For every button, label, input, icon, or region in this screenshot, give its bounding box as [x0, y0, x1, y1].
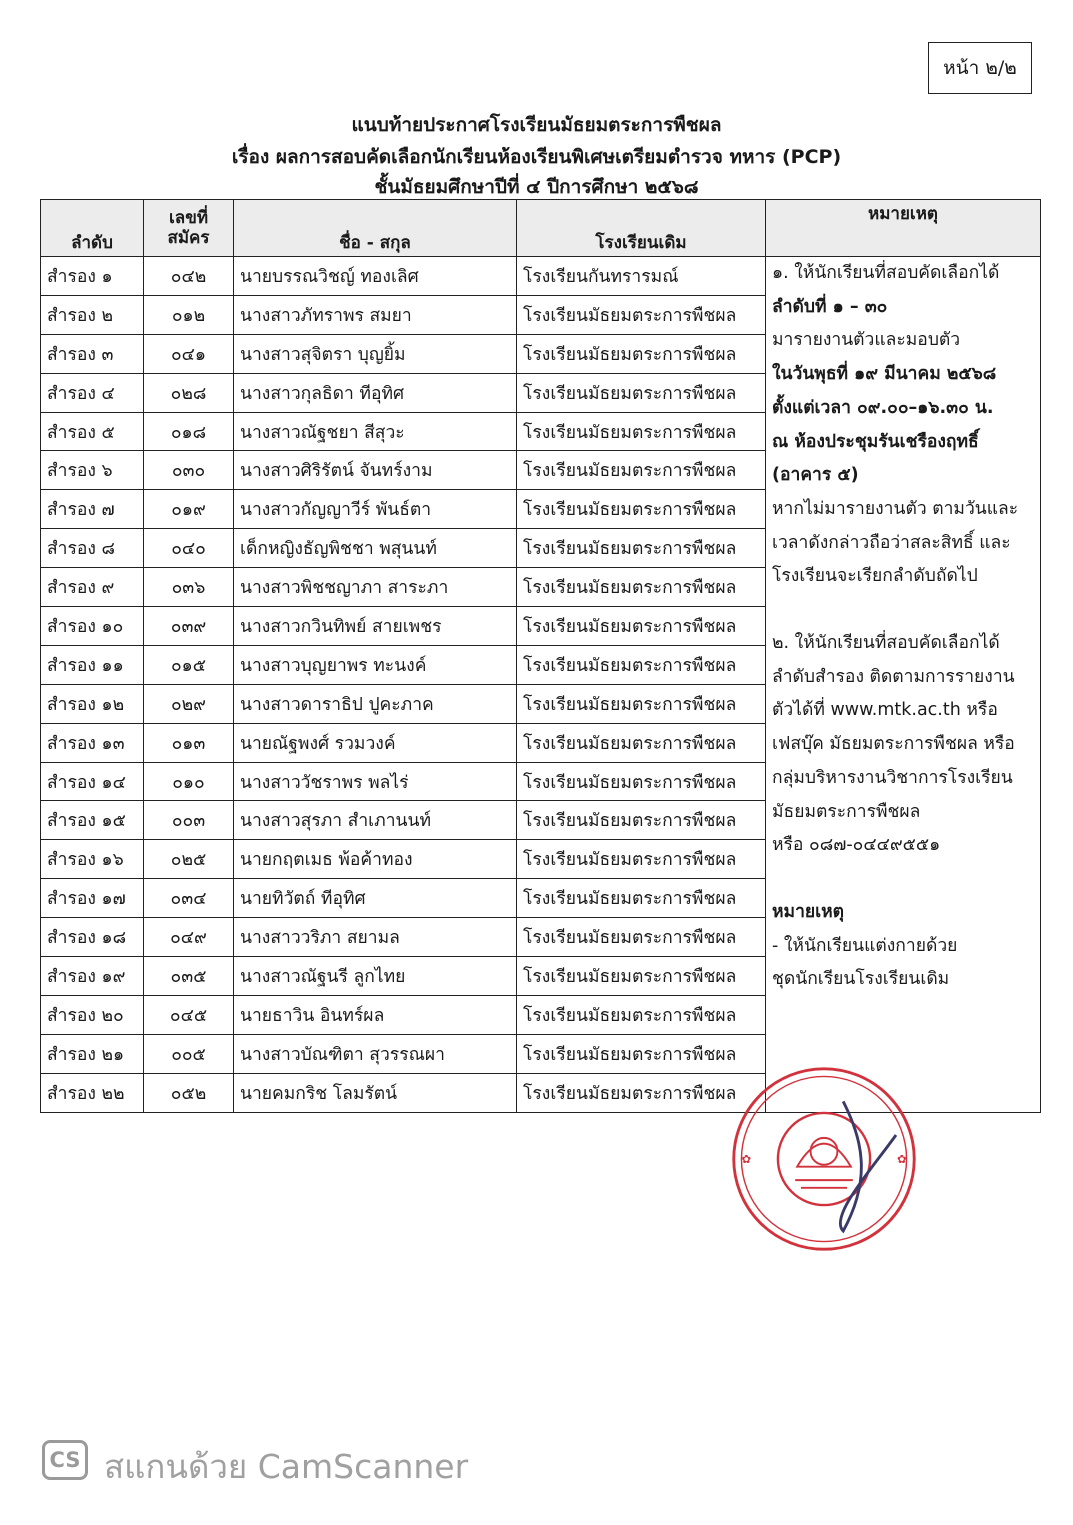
remark-line: หากไม่มารายงานตัว ตามวันและ — [772, 498, 1019, 519]
cell-school: โรงเรียนมัธยมตระการพืชผล — [517, 840, 766, 879]
cell-school: โรงเรียนมัธยมตระการพืชผล — [517, 529, 766, 568]
cell-order: สำรอง ๑๒ — [41, 684, 144, 723]
column-header-school: โรงเรียนเดิม — [517, 200, 766, 257]
remark-line: ตัวได้ที่ www.mtk.ac.th หรือ — [772, 700, 998, 721]
remark-line: ตั้งแต่เวลา ๐๙.๐๐–๑๖.๓๐ น. — [772, 397, 994, 418]
column-header-application-no-line1: เลขที่ — [168, 208, 209, 228]
cell-name: นางสาวศิริรัตน์ จันทร์งาม — [234, 451, 517, 490]
table-row — [41, 257, 1041, 296]
column-header-order: ลำดับ — [41, 200, 144, 257]
cell-order: สำรอง ๑๔ — [41, 762, 144, 801]
remark-line: เวลาดังกล่าวถือว่าสละสิทธิ์ และ — [772, 532, 1011, 553]
cell-order: สำรอง ๑๘ — [41, 918, 144, 957]
cell-school: โรงเรียนมัธยมตระการพืชผล — [517, 684, 766, 723]
school-seal-stamp — [728, 1063, 920, 1255]
remark-line: มารายงานตัวและมอบตัว — [772, 330, 961, 351]
cell-application-no: ๐๑๙ — [144, 490, 234, 529]
cell-application-no: ๐๓๖ — [144, 568, 234, 607]
cell-name: นายคมกริช โลมรัตน์ — [234, 1073, 517, 1112]
cell-school: โรงเรียนมัธยมตระการพืชผล — [517, 723, 766, 762]
cell-school: โรงเรียนมัธยมตระการพืชผล — [517, 762, 766, 801]
cell-order: สำรอง ๑๗ — [41, 879, 144, 918]
cell-order: สำรอง ๑ — [41, 257, 144, 296]
table-body — [41, 257, 1041, 1113]
cell-name: นางสาวภัทราพร สมยา — [234, 295, 517, 334]
cell-application-no: ๐๑๘ — [144, 412, 234, 451]
cell-school: โรงเรียนมัธยมตระการพืชผล — [517, 995, 766, 1034]
cell-school: โรงเรียนมัธยมตระการพืชผล — [517, 957, 766, 996]
camscanner-logo-icon — [42, 1440, 88, 1480]
cell-application-no: ๐๓๔ — [144, 879, 234, 918]
cell-application-no: ๐๒๕ — [144, 840, 234, 879]
cell-order: สำรอง ๑๑ — [41, 645, 144, 684]
cell-school: โรงเรียนมัธยมตระการพืชผล — [517, 1073, 766, 1112]
cell-order: สำรอง ๗ — [41, 490, 144, 529]
remark-line: มัธยมตระการพืชผล — [772, 801, 921, 822]
remark-cell — [766, 257, 1041, 1113]
cell-order: สำรอง ๑๓ — [41, 723, 144, 762]
cell-school: โรงเรียนมัธยมตระการพืชผล — [517, 645, 766, 684]
remark-line: ลำดับสำรอง ติดตามการรายงาน — [772, 666, 1015, 687]
remark-line: ณ ห้องประชุมรันเชรืองฤทธิ์ — [772, 431, 979, 452]
cell-application-no: ๐๔๙ — [144, 918, 234, 957]
cell-school: โรงเรียนมัธยมตระการพืชผล — [517, 373, 766, 412]
cell-school: โรงเรียนมัธยมตระการพืชผล — [517, 1034, 766, 1073]
document-subject: เรื่อง ผลการสอบคัดเลือกนักเรียนห้องเรียนพิเศษเตรียมตำรวจ ทหาร (PCP) — [231, 146, 842, 168]
remark-line: โรงเรียนจะเรียกลำดับถัดไป — [772, 566, 978, 587]
cell-application-no: ๐๒๘ — [144, 373, 234, 412]
column-header-name: ชื่อ - สกุล — [234, 200, 517, 257]
remark-line: - ให้นักเรียนแต่งกายด้วย — [772, 935, 958, 956]
cell-name: นางสาวพิชชญาภา สาระภา — [234, 568, 517, 607]
cell-application-no: ๐๓๙ — [144, 607, 234, 646]
column-header-application-no — [144, 200, 234, 257]
cell-name: นายณัฐพงศ์ รวมวงค์ — [234, 723, 517, 762]
page-number-box — [928, 42, 1032, 94]
camscanner-logo-text: CS — [49, 1448, 81, 1472]
document-level: ชั้นมัธยมศึกษาปีที่ ๔ ปีการศึกษา ๒๕๖๘ — [374, 176, 699, 198]
cell-order: สำรอง ๑๕ — [41, 801, 144, 840]
cell-name: นายบรรณวิชญ์ ทองเลิศ — [234, 257, 517, 296]
cell-school: โรงเรียนมัธยมตระการพืชผล — [517, 801, 766, 840]
cell-name: นายทิวัตถ์ ทีอุทิศ — [234, 879, 517, 918]
cell-application-no: ๐๓๕ — [144, 957, 234, 996]
cell-school: โรงเรียนมัธยมตระการพืชผล — [517, 490, 766, 529]
cell-order: สำรอง ๑๙ — [41, 957, 144, 996]
cell-school: โรงเรียนมัธยมตระการพืชผล — [517, 412, 766, 451]
remark-line: ในวันพุธที่ ๑๙ มีนาคม ๒๕๖๘ — [772, 364, 997, 385]
cell-school: โรงเรียนมัธยมตระการพืชผล — [517, 295, 766, 334]
table-header-row — [41, 200, 1041, 257]
cell-order: สำรอง ๑๖ — [41, 840, 144, 879]
cell-school: โรงเรียนมัธยมตระการพืชผล — [517, 607, 766, 646]
remark-line: ๑. ให้นักเรียนที่สอบคัดเลือกได้ — [772, 263, 1000, 283]
remark-line: ลำดับที่ ๑ – ๓๐ — [772, 296, 888, 317]
cell-name: นางสาวบัณฑิตา สุวรรณผา — [234, 1034, 517, 1073]
cell-school: โรงเรียนมัธยมตระการพืชผล — [517, 568, 766, 607]
cell-application-no: ๐๔๒ — [144, 257, 234, 296]
svg-text:✿: ✿ — [896, 1151, 907, 1166]
cell-name: นางสาววัชราพร พลไร่ — [234, 762, 517, 801]
cell-name: นางสาวกวินทิพย์ สายเพชร — [234, 607, 517, 646]
cell-application-no: ๐๑๒ — [144, 295, 234, 334]
cell-order: สำรอง ๔ — [41, 373, 144, 412]
cell-application-no: ๐๐๓ — [144, 801, 234, 840]
column-header-application-no-line2: สมัคร — [167, 228, 210, 248]
cell-name: นางสาวกัญญาวีร์ พันธ์ตา — [234, 490, 517, 529]
cell-order: สำรอง ๓ — [41, 334, 144, 373]
remark-line: ชุดนักเรียนโรงเรียนเดิม — [772, 969, 950, 990]
cell-school: โรงเรียนมัธยมตระการพืชผล — [517, 879, 766, 918]
remark-line: กลุ่มบริหารงานวิชาการโรงเรียน — [772, 767, 1013, 788]
page-number: หน้า ๒/๒ — [943, 57, 1017, 79]
cell-order: สำรอง ๘ — [41, 529, 144, 568]
cell-name: นางสาวณัฐชยา สีสุวะ — [234, 412, 517, 451]
svg-text:✿: ✿ — [741, 1151, 752, 1166]
cell-application-no: ๐๑๐ — [144, 762, 234, 801]
cell-application-no: ๐๔๑ — [144, 334, 234, 373]
cell-school: โรงเรียนมัธยมตระการพืชผล — [517, 334, 766, 373]
cell-name: นางสาวณัฐนรี ลูกไทย — [234, 957, 517, 996]
cell-order: สำรอง ๙ — [41, 568, 144, 607]
cell-name: นางสาวสุจิตรา บุญยิ้ม — [234, 334, 517, 373]
cell-order: สำรอง ๒ — [41, 295, 144, 334]
cell-school: โรงเรียนกันทรารมณ์ — [517, 257, 766, 296]
cell-application-no: ๐๔๐ — [144, 529, 234, 568]
cell-name: นางสาวบุญยาพร ทะนงค์ — [234, 645, 517, 684]
cell-name: นางสาวสุรภา สำเภานนท์ — [234, 801, 517, 840]
cell-order: สำรอง ๒๑ — [41, 1034, 144, 1073]
cell-order: สำรอง ๑๐ — [41, 607, 144, 646]
remark-spacer — [772, 863, 1034, 896]
remark-line: หรือ ๐๘๗-๐๔๔๙๕๕๑ — [772, 835, 941, 856]
cell-order: สำรอง ๒๐ — [41, 995, 144, 1034]
document-title: แนบท้ายประกาศโรงเรียนมัธยมตระการพืชผล — [351, 114, 722, 136]
column-header-remark: หมายเหตุ — [766, 200, 1041, 257]
cell-name: เด็กหญิงธัญพิชชา พสุนนท์ — [234, 529, 517, 568]
cell-order: สำรอง ๕ — [41, 412, 144, 451]
remark-line: เฟสบุ๊ค มัธยมตระการพืชผล หรือ — [772, 734, 1015, 755]
cell-application-no: ๐๐๕ — [144, 1034, 234, 1073]
cell-order: สำรอง ๒๒ — [41, 1073, 144, 1112]
remark-line: ๒. ให้นักเรียนที่สอบคัดเลือกได้ — [772, 633, 1000, 654]
cell-application-no: ๐๕๒ — [144, 1073, 234, 1112]
cell-school: โรงเรียนมัธยมตระการพืชผล — [517, 451, 766, 490]
cell-name: นายกฤตเมธ พ้อค้าทอง — [234, 840, 517, 879]
cell-application-no: ๐๑๓ — [144, 723, 234, 762]
remark-spacer — [772, 594, 1034, 627]
cell-name: นายธาวิน อินทร์ผล — [234, 995, 517, 1034]
cell-application-no: ๐๓๐ — [144, 451, 234, 490]
results-table — [40, 199, 1041, 1113]
cell-application-no: ๐๑๕ — [144, 645, 234, 684]
cell-name: นางสาวดาราธิป ปูคะภาค — [234, 684, 517, 723]
cell-application-no: ๐๔๕ — [144, 995, 234, 1034]
remark-line: หมายเหตุ — [772, 901, 845, 922]
camscanner-watermark: สแกนด้วย CamScanner — [104, 1447, 469, 1486]
cell-application-no: ๐๒๙ — [144, 684, 234, 723]
cell-school: โรงเรียนมัธยมตระการพืชผล — [517, 918, 766, 957]
remark-line: (อาคาร ๕) — [772, 465, 859, 486]
cell-name: นางสาวกุลธิดา ทีอุทิศ — [234, 373, 517, 412]
cell-order: สำรอง ๖ — [41, 451, 144, 490]
cell-name: นางสาววริภา สยามล — [234, 918, 517, 957]
